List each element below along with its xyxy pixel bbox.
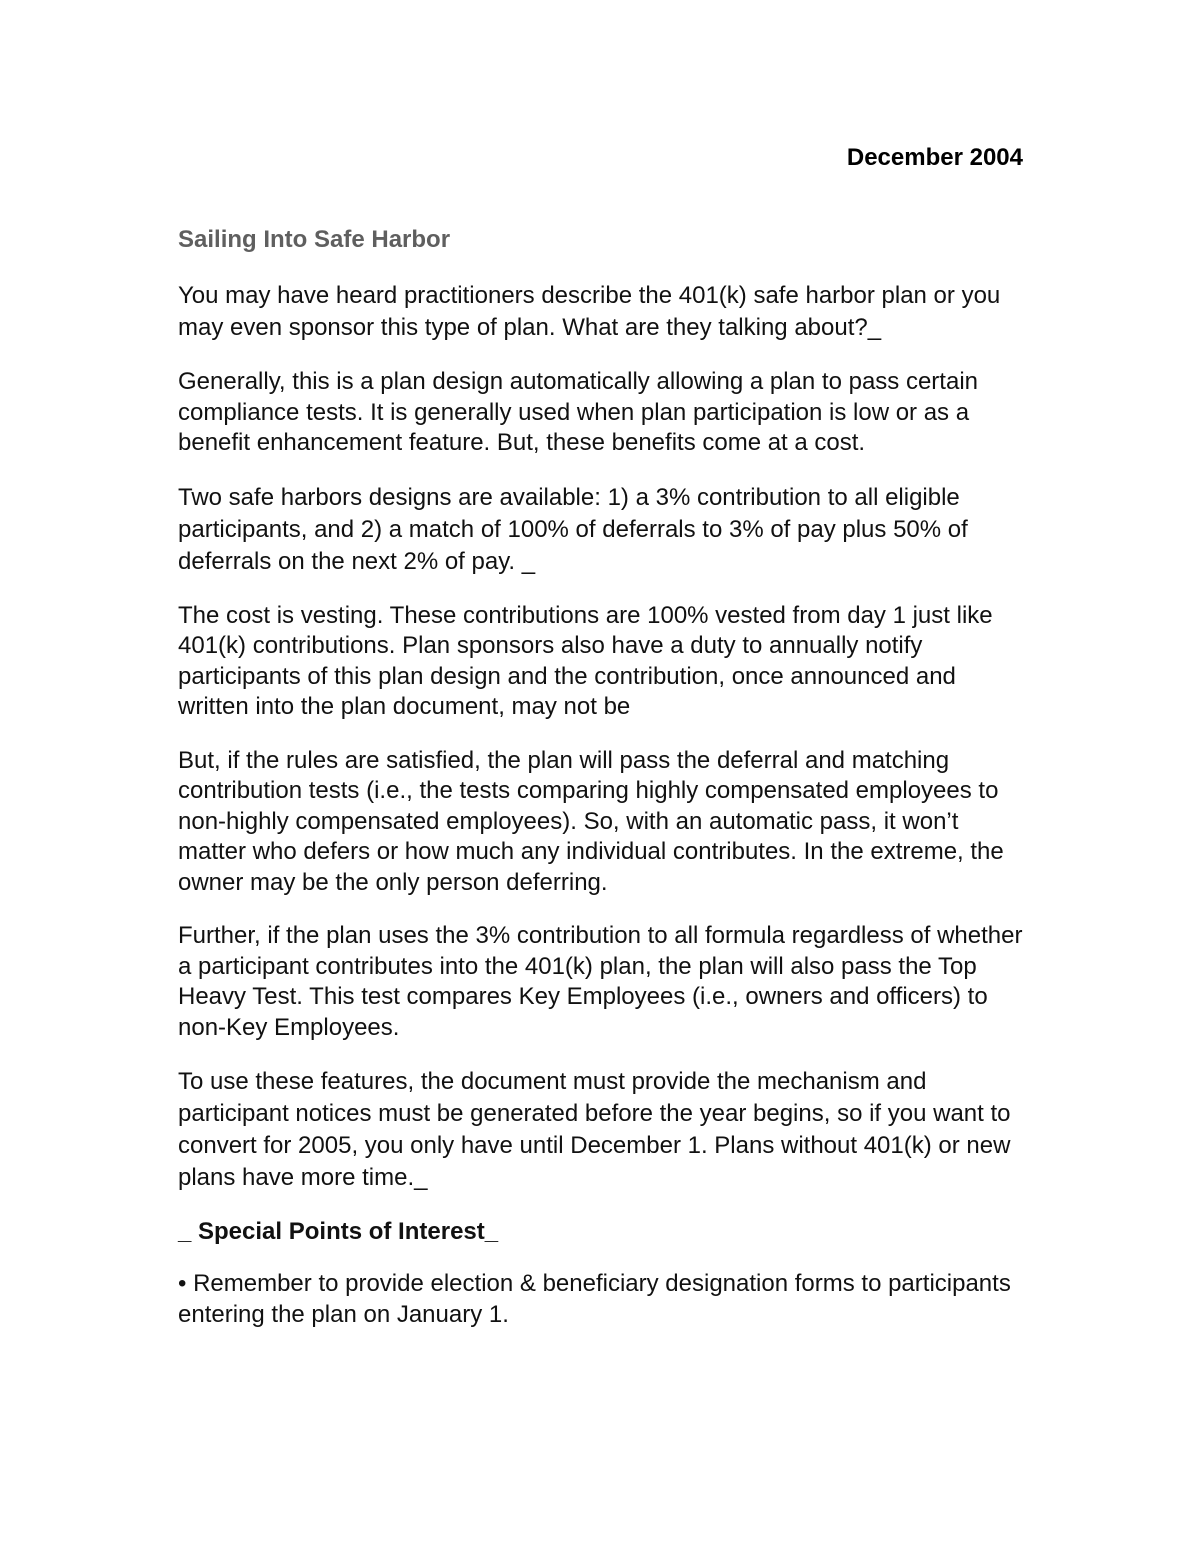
paragraph-deadline: To use these features, the document must provide the mechanism and participant notices must be generated before the year begins, so if you want to convert for 2005, you only have until December 1. Plans without 401(k) or new plans have more time._ [178, 1068, 1011, 1191]
special-points-heading: _ Special Points of Interest_ [178, 1218, 499, 1245]
paragraph-designs: Two safe harbors designs are available: 1) a 3% contribution to all eligible participants, and 2) a match of 100% of deferrals to 3% of pay plus 50% of deferrals on the next 2% of pay. _ [178, 483, 968, 575]
paragraph-top-heavy: Further, if the plan uses the 3% contribution to all formula regardless of whether a participant contributes into the 401(k) plan, the plan will also pass the Top Heavy Test. This test compares Key Employees (i.e., owners and officers) to non-Key Employees. [178, 922, 1023, 1041]
paragraph-general: Generally, this is a plan design automatically allowing a plan to pass certain compliance tests. It is generally used when plan participation is low or as a benefit enhancement feature. But, these benefits come at a cost. [178, 368, 978, 456]
paragraph-vesting: The cost is vesting. These contributions are 100% vested from day 1 just like 401(k) contributions. Plan sponsors also have a duty to annually notify participants of this plan design and the contribution, once announced and written into the plan document, may not be [178, 601, 993, 720]
article-title: Sailing Into Safe Harbor [178, 226, 451, 253]
paragraph-rules: But, if the rules are satisfied, the plan will pass the deferral and matching contribution tests (i.e., the tests comparing highly compensated employees to non-highly compensated employees). So, with an automatic pass, it won’t matter who defers or how much any individual contributes. In the extreme, the owner may be the only person deferring. [178, 746, 1004, 896]
special-points-item: • Remember to provide election & beneficiary designation forms to participants entering the plan on January 1. [178, 1270, 1011, 1328]
paragraph-intro: You may have heard practitioners describe the 401(k) safe harbor plan or you may even sponsor this type of plan. What are they talking about?_ [178, 282, 1001, 341]
article-body [178, 280, 1028, 1353]
issue-date: December 2004 [846, 144, 1023, 171]
